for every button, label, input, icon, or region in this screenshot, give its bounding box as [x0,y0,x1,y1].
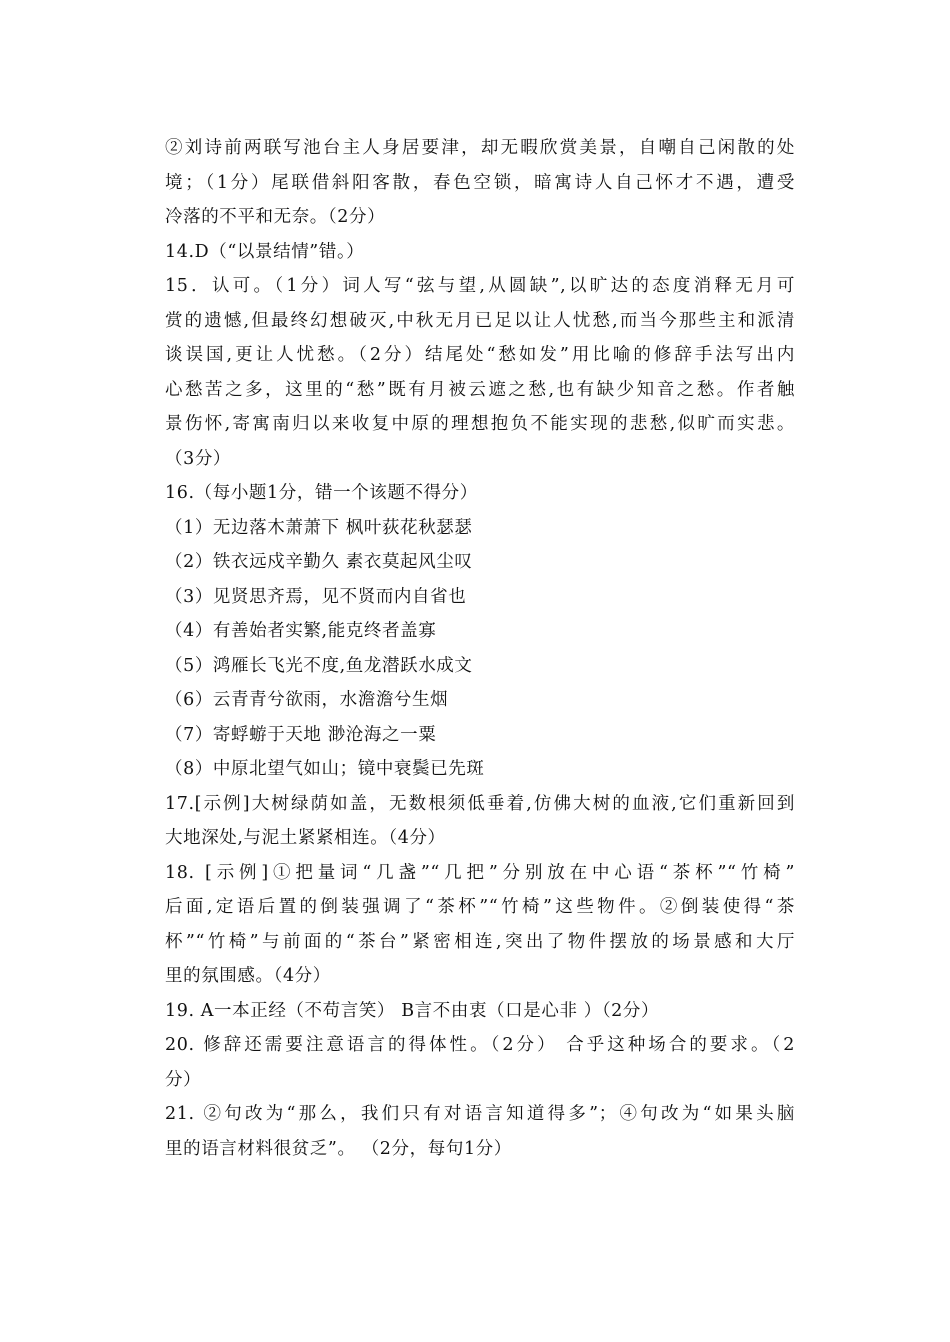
text-line: 冷落的不平和无奈。（2分） [165,207,386,227]
text-line: （2）铁衣远戍辛勤久 素衣莫起风尘叹 [165,552,473,572]
text-line: 里的语言材料很贫乏”。 （2分，每句1分） [165,1138,512,1159]
text-line: （1）无边落木萧萧下 枫叶荻花秋瑟瑟 [165,517,473,538]
text-line: 后面,定语后置的倒装强调了“茶杯”“竹椅”这些物件。②倒装使得“茶 [165,897,795,917]
text-line: 14.D（“以景结情”错。） [165,241,365,262]
text-line: （3分） [165,448,232,469]
text-line: 19. A一本正经（不苟言笑） B言不由衷（口是心非 ）（2分） [165,1000,660,1021]
text-line: ②刘诗前两联写池台主人身居要津，却无暇欣赏美景，自嘲自己闲散的处 [165,138,795,158]
text-line: 里的氛围感。（4分） [165,966,331,986]
text-line: （4）有善始者实繁,能克终者盖寡 [165,621,437,641]
text-line: 18. [示例]①把量词“几盏”“几把”分别放在中心语“茶杯”“竹椅” [165,862,795,883]
text-line: 心愁苦之多，这里的“愁”既有月被云遮之愁,也有缺少知音之愁。作者触 [165,379,795,400]
text-line: 景伤怀,寄寓南归以来收复中原的理想抱负不能实现的悲愁,似旷而实悲。 [165,414,795,434]
text-line: 21. ②句改为“那么，我们只有对语言知道得多”；④句改为“如果头脑 [165,1104,795,1124]
text-line: 16.（每小题1分，错一个该题不得分） [165,483,478,503]
text-line: 赏的遗憾,但最终幻想破灭,中秋无月已足以让人忧愁,而当今那些主和派清 [165,310,795,331]
text-line: 17.[示例]大树绿荫如盖，无数根须低垂着,仿佛大树的血液,它们重新回到 [165,793,795,814]
text-line: 20. 修辞还需要注意语言的得体性。（2分） 合乎这种场合的要求。（2 [165,1035,795,1055]
text-line: 大地深处,与泥土紧紧相连。（4分） [165,828,446,848]
text-line: （7）寄蜉蝣于天地 渺沧海之一粟 [165,724,437,745]
text-line: 杯”“竹椅”与前面的“茶台”紧密相连,突出了物件摆放的场景感和大厅 [165,931,795,952]
answer-document [165,131,795,1166]
text-line: （5）鸿雁长飞光不度,鱼龙潜跃水成文 [165,655,473,676]
text-line: （8）中原北望气如山；镜中衰鬓已先斑 [165,759,485,779]
text-line: 谈误国,更让人忧愁。（2分）结尾处“愁如发”用比喻的修辞手法写出内 [165,345,795,365]
text-line: 15．认可。（1分）词人写“弦与望,从圆缺”,以旷达的态度消释无月可 [165,276,795,296]
text-line: 分） [165,1069,202,1090]
text-line: （6）云青青兮欲雨，水澹澹兮生烟 [165,690,449,710]
text-line: （3）见贤思齐焉，见不贤而内自省也 [165,586,467,607]
text-line: 境；（1分）尾联借斜阳客散，春色空锁，暗寓诗人自己怀才不遇，遭受 [165,172,795,193]
